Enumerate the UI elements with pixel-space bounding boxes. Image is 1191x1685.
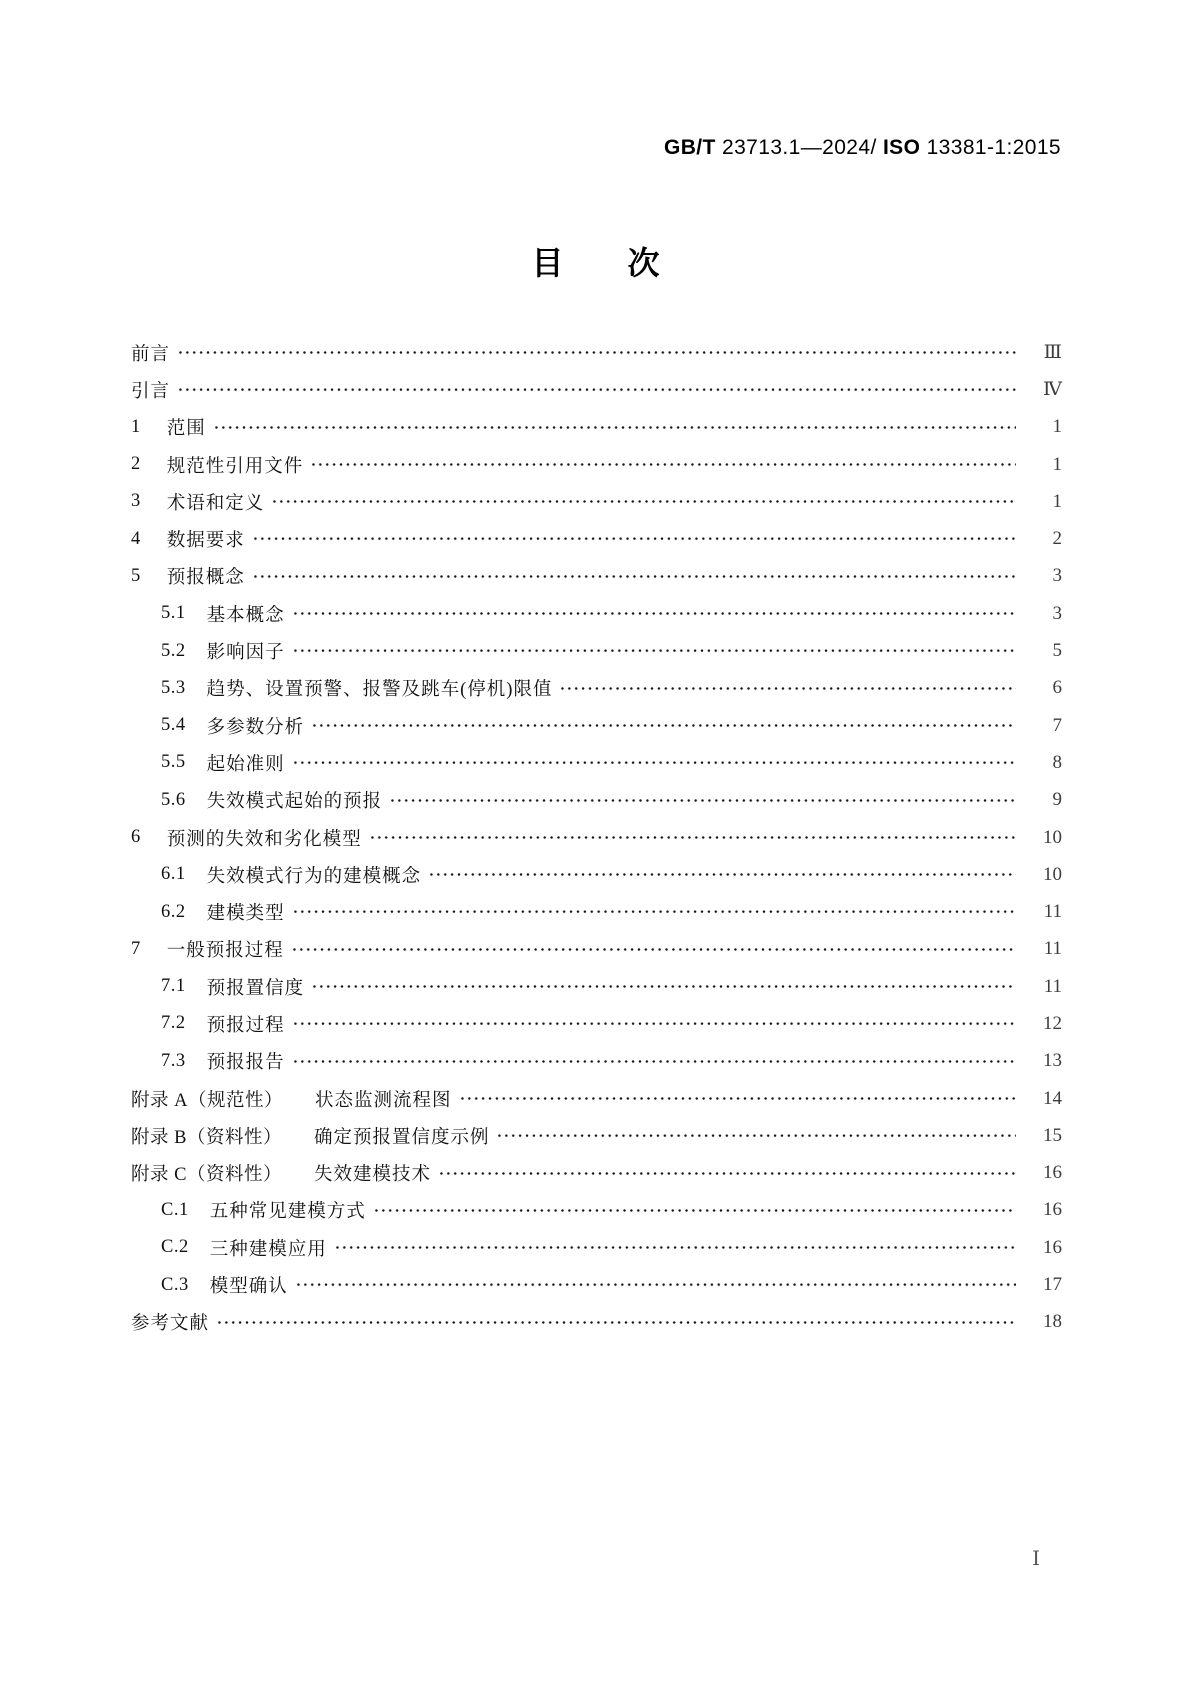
toc-entry-label: 状态监测流程图: [315, 1090, 452, 1111]
toc-entry: [131, 931, 1062, 968]
toc-entry-page: 15: [1043, 1124, 1062, 1146]
toc-entry-page: 16: [1043, 1236, 1062, 1258]
toc-leader-dots: [252, 558, 1016, 595]
toc-entry-number: 附录 A（规范性）: [131, 1090, 283, 1111]
toc-entry-page: 2: [1052, 528, 1062, 550]
toc-entry-label: 预报置信度: [206, 978, 305, 999]
toc-leader-dots: [177, 334, 1016, 371]
page-number-footer: Ⅰ: [1032, 1548, 1040, 1570]
toc-entry: [131, 893, 1062, 930]
toc-entry-page: 7: [1052, 714, 1062, 736]
standard-code-iso-label: ISO: [882, 136, 921, 159]
toc-entry-number: 5: [131, 565, 141, 586]
toc-leader-dots: [252, 520, 1016, 557]
toc-entry-number: 7.3: [161, 1050, 186, 1071]
toc-entry-page: 11: [1043, 975, 1062, 997]
toc-entry-number: C.3: [161, 1274, 189, 1295]
toc-entry: [131, 632, 1062, 669]
toc-leader-dots: [311, 968, 1016, 1005]
toc-entry-label: 预报过程: [206, 1015, 285, 1036]
toc-entry-label: 引言: [131, 381, 171, 402]
toc-leader-dots: [428, 856, 1016, 893]
toc-entry-number: 5.5: [161, 752, 186, 773]
toc-entry-page: 16: [1043, 1162, 1062, 1184]
toc-entry-label: 确定预报置信度示例: [313, 1127, 490, 1148]
toc-entry-number: 5.4: [161, 715, 186, 736]
toc-entry-page: 17: [1043, 1274, 1062, 1296]
toc-entry-page: 6: [1052, 677, 1062, 699]
toc-leader-dots: [292, 632, 1016, 669]
toc-entry-page: 13: [1043, 1050, 1062, 1072]
toc-entry-number: 附录 B（资料性）: [131, 1127, 282, 1148]
toc-entry-label: 数据要求: [166, 531, 245, 552]
toc-entry-number: 7.2: [161, 1013, 186, 1034]
toc-entry: [131, 1043, 1062, 1080]
toc-leader-dots: [496, 1117, 1016, 1154]
toc-leader-dots: [310, 446, 1016, 483]
toc-leader-dots: [369, 819, 1016, 856]
standard-code-gb-number: 23713.1—2024/: [722, 136, 877, 159]
toc-entry-label: 失效模式起始的预报: [206, 792, 383, 813]
toc-entry-number: 7: [131, 938, 141, 959]
toc-entry-number: 6: [131, 827, 141, 847]
toc-entry-page: 8: [1052, 751, 1062, 773]
toc-entry-number: C.2: [161, 1237, 189, 1258]
toc-entry-page: 5: [1052, 640, 1062, 662]
toc-entry: [131, 409, 1062, 446]
standard-code-gb-label: GB/T: [664, 136, 716, 159]
toc-entry: [131, 595, 1062, 632]
toc-leader-dots: [271, 483, 1016, 520]
toc-entry-label: 失效建模技术: [313, 1165, 431, 1186]
toc-leader-dots: [292, 1043, 1016, 1080]
toc-entry: [131, 782, 1062, 819]
toc-entry-label: 模型确认: [209, 1277, 288, 1298]
toc-leader-dots: [216, 1304, 1016, 1341]
toc-entry-label: 三种建模应用: [209, 1239, 327, 1260]
toc-entry-page: Ⅳ: [1043, 379, 1062, 401]
toc-entry-number: 3: [131, 491, 141, 512]
toc-entry-label: 预测的失效和劣化模型: [166, 829, 362, 850]
toc-entry-page: 16: [1043, 1199, 1062, 1221]
toc-entry-page: 10: [1043, 826, 1062, 848]
toc-entry: [131, 1229, 1062, 1266]
toc-leader-dots: [389, 782, 1016, 819]
toc-entry-number: 5.2: [161, 640, 186, 661]
toc-entry-page: 3: [1052, 602, 1062, 624]
toc-leader-dots: [292, 744, 1016, 781]
toc-entry-label: 建模类型: [206, 904, 285, 925]
toc-entry-page: 14: [1043, 1087, 1062, 1109]
toc-entry-number: C.1: [161, 1199, 189, 1220]
toc-entry-label: 一般预报过程: [166, 941, 284, 962]
toc-entry-label: 基本概念: [206, 605, 285, 626]
toc-entry-label: 预报报告: [206, 1053, 285, 1074]
toc-entry-label: 参考文献: [131, 1314, 210, 1335]
toc-entry-label: 预报概念: [166, 568, 245, 589]
toc-leader-dots: [291, 931, 1016, 968]
toc-entry: [131, 707, 1062, 744]
toc-entry-page: 11: [1043, 938, 1062, 960]
toc-entry: [131, 1304, 1062, 1341]
toc-entry-label: 起始准则: [206, 754, 285, 775]
toc-entry: [131, 558, 1062, 595]
toc-entry-page: 1: [1052, 490, 1062, 512]
toc-entry-number: 2: [131, 454, 141, 475]
toc-entry: [131, 483, 1062, 520]
toc-entry-label: 术语和定义: [166, 493, 265, 514]
toc-entry-label: 多参数分析: [206, 717, 305, 738]
toc-entry: [131, 1192, 1062, 1229]
toc-entry-page: 11: [1043, 901, 1062, 923]
toc-entry-label: 前言: [131, 344, 171, 365]
toc-entry-label: 趋势、设置预警、报警及跳车(停机)限值: [206, 680, 553, 701]
toc-entry: [131, 1155, 1062, 1192]
toc-entry-label: 失效模式行为的建模概念: [206, 866, 422, 887]
toc-entry: [131, 1117, 1062, 1154]
toc-entry-number: 7.1: [161, 976, 186, 997]
toc-entry-page: 1: [1052, 416, 1062, 438]
toc-entry-label: 五种常见建模方式: [209, 1202, 366, 1223]
toc: [131, 334, 1062, 1341]
toc-entry-number: 5.6: [161, 789, 186, 810]
toc-leader-dots: [438, 1155, 1016, 1192]
toc-entry: [131, 856, 1062, 893]
toc-leader-dots: [295, 1266, 1016, 1303]
toc-entry-label: 范围: [166, 419, 206, 440]
toc-entry-page: Ⅲ: [1043, 342, 1062, 364]
toc-title: 目 次: [531, 245, 660, 281]
toc-entry-page: 9: [1052, 789, 1062, 811]
toc-entry: [131, 520, 1062, 557]
toc-entry-number: 6.1: [161, 864, 186, 885]
toc-leader-dots: [559, 670, 1016, 707]
toc-entry-number: 1: [131, 416, 141, 437]
toc-entry: [131, 819, 1062, 856]
toc-leader-dots: [334, 1229, 1016, 1266]
toc-leader-dots: [177, 371, 1016, 408]
standard-code-iso-number: 13381-1:2015: [926, 136, 1061, 159]
toc-entry: [131, 744, 1062, 781]
toc-entry: [131, 968, 1062, 1005]
toc-entry: [131, 334, 1062, 371]
toc-entry-number: 4: [131, 528, 141, 549]
toc-entry: [131, 670, 1062, 707]
toc-leader-dots: [292, 595, 1016, 632]
toc-entry: [131, 1080, 1062, 1117]
toc-entry-page: 10: [1043, 863, 1062, 885]
toc-entry-page: 12: [1043, 1012, 1062, 1034]
toc-entry-label: 规范性引用文件: [166, 456, 304, 477]
toc-leader-dots: [292, 1005, 1016, 1042]
toc-leader-dots: [373, 1192, 1016, 1229]
toc-leader-dots: [459, 1080, 1016, 1117]
toc-entry-label: 影响因子: [206, 643, 285, 664]
standard-code: [664, 136, 1061, 160]
toc-entry-number: 附录 C（资料性）: [131, 1165, 282, 1186]
toc-entry: [131, 1005, 1062, 1042]
toc-leader-dots: [311, 707, 1016, 744]
toc-entry-number: 6.2: [161, 901, 186, 922]
toc-entry-page: 3: [1052, 565, 1062, 587]
toc-entry-page: 18: [1043, 1311, 1062, 1333]
toc-entry-number: 5.1: [161, 603, 186, 624]
toc-entry: [131, 446, 1062, 483]
toc-leader-dots: [213, 409, 1016, 446]
toc-entry: [131, 371, 1062, 408]
toc-entry-page: 1: [1052, 453, 1062, 475]
toc-leader-dots: [292, 893, 1016, 930]
toc-entry-number: 5.3: [161, 677, 186, 698]
toc-entry: [131, 1266, 1062, 1303]
